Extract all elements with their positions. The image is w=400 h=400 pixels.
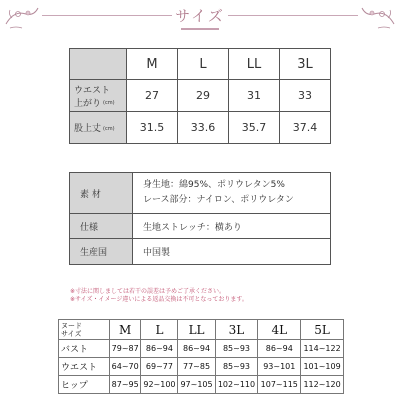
table-cell: 33.6 bbox=[178, 112, 229, 144]
table-row bbox=[59, 358, 344, 376]
size-column-header: 3L bbox=[280, 49, 331, 80]
spec-label: 仕様 bbox=[70, 214, 133, 239]
nude-size-table bbox=[58, 319, 344, 394]
floral-ornament-icon bbox=[360, 4, 396, 32]
table-cell: 87~95 bbox=[110, 376, 141, 394]
table-row bbox=[59, 376, 344, 394]
table-cell: 31 bbox=[229, 80, 280, 112]
size-table-header-row bbox=[70, 49, 331, 80]
note-line: ※寸法に関しましては若干の誤差は予めご了承ください。 bbox=[70, 288, 226, 295]
size-column-header: M bbox=[110, 320, 141, 340]
spec-table bbox=[69, 172, 331, 265]
row-label-rise-length: 股上丈 (cm) bbox=[70, 112, 127, 144]
title-rule-right bbox=[228, 15, 358, 16]
table-cell: 93~101 bbox=[258, 358, 301, 376]
table-cell: 85~93 bbox=[215, 358, 258, 376]
size-column-header: 3L bbox=[215, 320, 258, 340]
table-cell: 64~70 bbox=[110, 358, 141, 376]
unit-label: (cm) bbox=[103, 100, 115, 106]
unit-label: (cm) bbox=[103, 125, 115, 132]
material-label: 素 材 bbox=[70, 173, 133, 214]
table-cell: 97~105 bbox=[178, 376, 215, 394]
note-line: ※サイズ・イメージ違いによる返品交換は不可となっております。 bbox=[70, 296, 248, 303]
table-cell: 107~115 bbox=[258, 376, 301, 394]
size-column-header: LL bbox=[178, 320, 215, 340]
table-row bbox=[70, 173, 331, 214]
material-value: 身生地：綿95%、ポリウレタン5% レース部分：ナイロン、ポリウレタン bbox=[133, 173, 331, 214]
nude-table-corner: ヌード サイズ bbox=[59, 320, 110, 340]
spec-value: 生地ストレッチ：横あり bbox=[133, 214, 331, 239]
table-cell: 31.5 bbox=[127, 112, 178, 144]
origin-label: 生産国 bbox=[70, 239, 133, 265]
table-cell: 37.4 bbox=[280, 112, 331, 144]
table-cell: 69~77 bbox=[141, 358, 178, 376]
notes bbox=[70, 288, 370, 304]
row-label-bust: バスト bbox=[59, 340, 110, 358]
table-cell: 79~87 bbox=[110, 340, 141, 358]
origin-value: 中国製 bbox=[133, 239, 331, 265]
row-label-waist: ウエスト bbox=[59, 358, 110, 376]
table-row bbox=[70, 80, 331, 112]
size-column-header: 5L bbox=[301, 320, 344, 340]
table-cell: 86~94 bbox=[141, 340, 178, 358]
page-title: サイズ bbox=[175, 7, 225, 25]
row-label-waist-rise: ウエスト 上がり (cm) bbox=[70, 80, 127, 112]
table-cell: 112~120 bbox=[301, 376, 344, 394]
table-row bbox=[70, 239, 331, 265]
size-column-header: 4L bbox=[258, 320, 301, 340]
size-column-header: L bbox=[141, 320, 178, 340]
table-cell: 86~94 bbox=[178, 340, 215, 358]
table-cell: 27 bbox=[127, 80, 178, 112]
size-column-header: L bbox=[178, 49, 229, 80]
table-cell: 92~100 bbox=[141, 376, 178, 394]
table-cell: 101~109 bbox=[301, 358, 344, 376]
table-cell: 102~110 bbox=[215, 376, 258, 394]
nude-table-header-row bbox=[59, 320, 344, 340]
table-cell: 35.7 bbox=[229, 112, 280, 144]
row-label-hip: ヒップ bbox=[59, 376, 110, 394]
table-row bbox=[59, 340, 344, 358]
table-row bbox=[70, 214, 331, 239]
table-cell: 85~93 bbox=[215, 340, 258, 358]
table-cell: 86~94 bbox=[258, 340, 301, 358]
size-column-header: M bbox=[127, 49, 178, 80]
table-cell: 29 bbox=[178, 80, 229, 112]
size-column-header: LL bbox=[229, 49, 280, 80]
page-header bbox=[0, 0, 400, 36]
table-cell: 33 bbox=[280, 80, 331, 112]
table-row bbox=[70, 112, 331, 144]
table-cell: 77~85 bbox=[178, 358, 215, 376]
table-cell: 114~122 bbox=[301, 340, 344, 358]
title-underline bbox=[181, 28, 219, 30]
size-table-corner bbox=[70, 49, 127, 80]
size-table bbox=[69, 48, 331, 144]
